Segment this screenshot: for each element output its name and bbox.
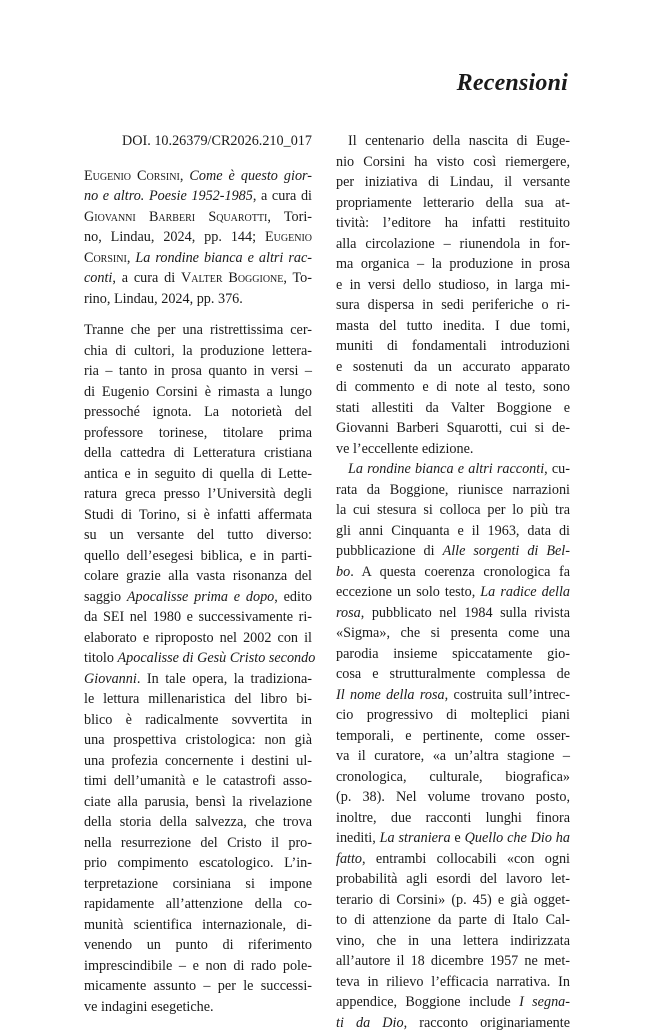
text-line xyxy=(336,521,570,542)
text-segment: , cu- xyxy=(544,461,570,477)
text-segment: rino, Lindau, 2024, pp. 376. xyxy=(84,291,243,307)
text-line xyxy=(84,587,312,608)
text-line xyxy=(84,227,312,248)
italic-text: La rondine bianca e altri rac- xyxy=(135,250,312,266)
text-segment: imprescindibile – e non di rado pole- xyxy=(84,958,312,974)
text-line xyxy=(336,398,570,419)
text-line xyxy=(84,915,312,936)
text-segment: pubblicazione di xyxy=(336,543,443,559)
text-segment: va il curatore, «a un’altra stagione – xyxy=(336,748,570,764)
text-line xyxy=(84,268,312,289)
text-segment: una profezia concernente i destini ul- xyxy=(84,753,312,769)
text-segment: rapidamente all’attenzione della co- xyxy=(84,896,312,912)
text-line xyxy=(84,525,312,546)
text-segment: . In tale opera, la tradiziona- xyxy=(137,671,312,687)
text-segment: terpretazione corsiniana si impone xyxy=(84,876,312,892)
italic-text: Alle sorgenti di Bel- xyxy=(443,543,570,559)
text-line xyxy=(84,669,312,690)
italic-text: Giovanni xyxy=(84,671,137,687)
section-title: Recensioni xyxy=(457,70,568,97)
text-segment: quello dell’esegesi biblica, e in parti- xyxy=(84,548,312,564)
text-line xyxy=(84,607,312,628)
italic-text: La rondine bianca e altri racconti xyxy=(348,461,544,477)
text-segment: eccezione un solo testo, xyxy=(336,584,480,600)
text-segment: , xyxy=(180,168,190,184)
text-line xyxy=(336,254,570,275)
text-segment: Tranne che per una ristrettissima cer- xyxy=(84,322,312,338)
italic-text: ti da Dio xyxy=(336,1015,404,1031)
text-line xyxy=(84,186,312,207)
text-line xyxy=(336,418,570,439)
text-line xyxy=(336,767,570,788)
text-line xyxy=(84,935,312,956)
italic-text: Apocalisse di Gesù Cristo secondo xyxy=(118,650,316,666)
text-line xyxy=(336,705,570,726)
text-segment: ma organica – la produzione in prosa xyxy=(336,256,570,272)
text-segment: Giovanni Barberi Squarotti, cui si de- xyxy=(336,420,570,436)
text-line xyxy=(84,402,312,423)
text-line xyxy=(336,213,570,234)
text-line xyxy=(84,546,312,567)
text-segment: no, Lindau, 2024, pp. 144; xyxy=(84,229,265,245)
text-segment: blico è radicalmente sovvertita in xyxy=(84,712,312,728)
text-line xyxy=(336,193,570,214)
text-line xyxy=(336,357,570,378)
text-line xyxy=(336,992,570,1013)
text-segment: micamente assunto – per le successi- xyxy=(84,978,312,994)
text-line xyxy=(84,997,312,1018)
text-segment: gli anni Cinquanta e il 1963, data di xyxy=(336,523,570,539)
text-segment: della storia della salvezza, che trova xyxy=(84,814,312,830)
right-column xyxy=(336,131,570,1033)
text-line xyxy=(336,931,570,952)
small-caps-text: Eugenio xyxy=(265,229,312,245)
text-segment: , To- xyxy=(283,270,312,286)
text-segment: cio progressivo di molteplici piani xyxy=(336,707,570,723)
text-line xyxy=(84,320,312,341)
text-line xyxy=(336,295,570,316)
text-line xyxy=(84,361,312,382)
text-segment: di Eugenio Corsini è rimasta a lungo xyxy=(84,384,312,400)
text-segment: vino, che in una lettera indirizzata xyxy=(336,933,570,949)
text-line xyxy=(84,423,312,444)
text-line xyxy=(84,207,312,228)
text-line xyxy=(336,500,570,521)
text-line xyxy=(336,152,570,173)
text-segment: , edito xyxy=(274,589,312,605)
text-line xyxy=(84,289,312,310)
text-segment: prio compimento escatologico. L’in- xyxy=(84,855,312,871)
text-segment: inediti, xyxy=(336,830,380,846)
left-body-text xyxy=(84,320,312,1017)
text-line xyxy=(84,730,312,751)
italic-text: Quello che Dio ha xyxy=(465,830,570,846)
text-line xyxy=(84,505,312,526)
text-segment: venendo un punto di riferimento xyxy=(84,937,312,953)
text-line xyxy=(84,874,312,895)
text-segment: , a cura di xyxy=(253,188,312,204)
text-segment: probabilità agli esordi del lavoro let- xyxy=(336,871,570,887)
text-segment: , pubblicato nel 1984 sulla rivista xyxy=(361,605,570,621)
italic-text: no e altro. Poesie 1952-1985 xyxy=(84,188,253,204)
italic-text: Apocalisse prima e dopo xyxy=(127,589,274,605)
text-segment: saggio xyxy=(84,589,127,605)
small-caps-text: Eugenio Corsini xyxy=(84,168,180,184)
text-segment: ria – tanto in prosa quanto in versi – xyxy=(84,363,312,379)
text-segment: timi dell’umanità e le catastrofi asso- xyxy=(84,773,312,789)
italic-text: Come è questo gior- xyxy=(189,168,312,184)
text-segment: e sostenuti da un accurato apparato xyxy=(336,359,570,375)
text-segment: masta del tutto inedita. I due tomi, xyxy=(336,318,570,334)
text-segment: e in versi dello studioso, in larga mi- xyxy=(336,277,570,293)
text-segment: munità scientifica internazionale, di- xyxy=(84,917,312,933)
text-line xyxy=(84,464,312,485)
text-segment: cosa e strutturalmente complessa de xyxy=(336,666,570,682)
text-segment: Il centenario della nascita di Euge- xyxy=(348,133,570,149)
text-line xyxy=(84,689,312,710)
italic-text: rosa xyxy=(336,605,361,621)
text-line xyxy=(336,439,570,460)
text-line xyxy=(336,890,570,911)
text-segment: ratura greca presso l’Università degli xyxy=(84,486,312,502)
doi-line: DOI. 10.26379/CR2026.210_017 xyxy=(84,131,312,152)
italic-text: La radice della xyxy=(480,584,570,600)
text-segment: professore torinese, titolare prima xyxy=(84,425,312,441)
italic-text: La straniera xyxy=(380,830,451,846)
text-segment: nella resurrezione del Cristo il pro- xyxy=(84,835,312,851)
text-segment: pressoché ignota. La notorietà del xyxy=(84,404,312,420)
text-line xyxy=(336,787,570,808)
text-segment: della cattedra di Letteratura cristiana xyxy=(84,445,312,461)
text-segment: elaborato e riproposto nel 2002 con il xyxy=(84,630,312,646)
text-line xyxy=(336,336,570,357)
text-line xyxy=(84,833,312,854)
text-line xyxy=(84,812,312,833)
text-segment: rata da Boggione, riunisce narrazioni xyxy=(336,482,570,498)
text-line xyxy=(84,956,312,977)
text-segment: e xyxy=(451,830,465,846)
text-segment: le lettura millenaristica del libro bi- xyxy=(84,691,312,707)
text-line xyxy=(336,541,570,562)
text-segment: alla circolazione – riunendola in for- xyxy=(336,236,570,252)
text-segment: temporali, e pertinente, come osser- xyxy=(336,728,570,744)
italic-text: bo xyxy=(336,564,350,580)
text-line xyxy=(336,726,570,747)
text-line xyxy=(336,685,570,706)
text-segment: tività: l’editore ha infatti restituito xyxy=(336,215,570,231)
text-segment: (p. 38). Nel volume trovano posto, xyxy=(336,789,570,805)
text-line xyxy=(336,664,570,685)
text-segment: cronologica, culturale, biografica» xyxy=(336,769,570,785)
text-segment: , xyxy=(127,250,136,266)
text-segment: da SEI nel 1980 e successivamente ri- xyxy=(84,609,312,625)
text-line xyxy=(336,828,570,849)
text-line xyxy=(336,275,570,296)
text-line xyxy=(84,771,312,792)
text-line xyxy=(336,480,570,501)
text-line xyxy=(336,562,570,583)
text-line xyxy=(336,644,570,665)
text-segment: una prospettiva cristologica: non già xyxy=(84,732,312,748)
text-line xyxy=(336,746,570,767)
text-segment: propriamente letterario della sua at- xyxy=(336,195,570,211)
text-segment: inoltre, due racconti lunghi finora xyxy=(336,810,570,826)
text-segment: titolo xyxy=(84,650,118,666)
text-line xyxy=(84,382,312,403)
text-line xyxy=(336,1013,570,1033)
text-segment: . A questa coerenza cronologica fa xyxy=(350,564,570,580)
small-caps-text: Valter Boggione xyxy=(181,270,283,286)
text-line xyxy=(336,377,570,398)
text-line xyxy=(336,869,570,890)
small-caps-text: Giovanni Barberi Squarotti xyxy=(84,209,267,225)
text-segment: teva in rilievo l’efficacia narrativa. In xyxy=(336,974,570,990)
text-line xyxy=(84,628,312,649)
text-line xyxy=(336,972,570,993)
text-line xyxy=(336,316,570,337)
small-caps-text: Corsini xyxy=(84,250,127,266)
text-segment: , Tori- xyxy=(267,209,312,225)
text-segment: ve l’eccellente edizione. xyxy=(336,441,473,457)
text-line xyxy=(336,910,570,931)
text-line xyxy=(84,341,312,362)
text-segment: chia di cultori, la produzione lettera- xyxy=(84,343,312,359)
text-line xyxy=(84,792,312,813)
text-segment: to di attenzione da parte di Italo Cal- xyxy=(336,912,570,928)
text-segment: , entrambi collocabili «con ogni xyxy=(362,851,570,867)
text-line xyxy=(336,172,570,193)
text-segment: sura dispersa in sedi periferiche o ri- xyxy=(336,297,570,313)
text-segment: antica e in seguito di quella di Lette- xyxy=(84,466,312,482)
left-column xyxy=(84,131,312,1017)
text-line xyxy=(84,710,312,731)
text-line xyxy=(84,443,312,464)
text-line xyxy=(84,853,312,874)
text-segment: parodia insieme spiccatamente gio- xyxy=(336,646,570,662)
text-line xyxy=(84,751,312,772)
text-line xyxy=(336,131,570,152)
text-line xyxy=(336,951,570,972)
text-line xyxy=(84,484,312,505)
text-segment: appendice, Boggione include xyxy=(336,994,519,1010)
text-line xyxy=(84,566,312,587)
text-segment: «Sigma», che si presenta come una xyxy=(336,625,570,641)
text-segment: per iniziativa di Lindau, il versante xyxy=(336,174,570,190)
italic-text: fatto xyxy=(336,851,362,867)
text-segment: nio Corsini ha visto così riemergere, xyxy=(336,154,570,170)
text-segment: terario di Corsini» (p. 45) e già ogget- xyxy=(336,892,570,908)
italic-text: I segna- xyxy=(519,994,570,1010)
text-segment: stati allestiti da Valter Boggione e xyxy=(336,400,570,416)
text-line xyxy=(336,582,570,603)
text-segment: , racconto originariamente xyxy=(404,1015,570,1031)
text-line xyxy=(84,248,312,269)
bibliographic-entry xyxy=(84,166,312,310)
text-segment: la cui stesura si colloca per lo più tra xyxy=(336,502,570,518)
text-line xyxy=(336,623,570,644)
text-segment: all’autore il 18 dicembre 1957 ne met- xyxy=(336,953,570,969)
text-segment: ciate alla parusia, bensì la rivelazione xyxy=(84,794,312,810)
right-body-text xyxy=(336,131,570,1033)
text-line xyxy=(336,808,570,829)
text-segment: muniti di fondamentali introduzioni xyxy=(336,338,570,354)
text-line xyxy=(336,234,570,255)
text-segment: di commento e di note al testo, sono xyxy=(336,379,570,395)
text-line xyxy=(84,648,312,669)
text-line xyxy=(336,849,570,870)
italic-text: Il nome della rosa xyxy=(336,687,445,703)
text-line xyxy=(84,894,312,915)
text-line xyxy=(336,459,570,480)
text-segment: su un versante del tutto diverso: xyxy=(84,527,312,543)
text-segment: Studi di Torino, si è infatti affermata xyxy=(84,507,312,523)
text-segment: ve indagini esegetiche. xyxy=(84,999,214,1015)
text-segment: , a cura di xyxy=(112,270,181,286)
text-segment: colare grazie alla vasta risonanza del xyxy=(84,568,312,584)
text-line xyxy=(336,603,570,624)
text-segment: , costruita sull’intrec- xyxy=(445,687,570,703)
italic-text: conti xyxy=(84,270,112,286)
text-line xyxy=(84,166,312,187)
text-line xyxy=(84,976,312,997)
